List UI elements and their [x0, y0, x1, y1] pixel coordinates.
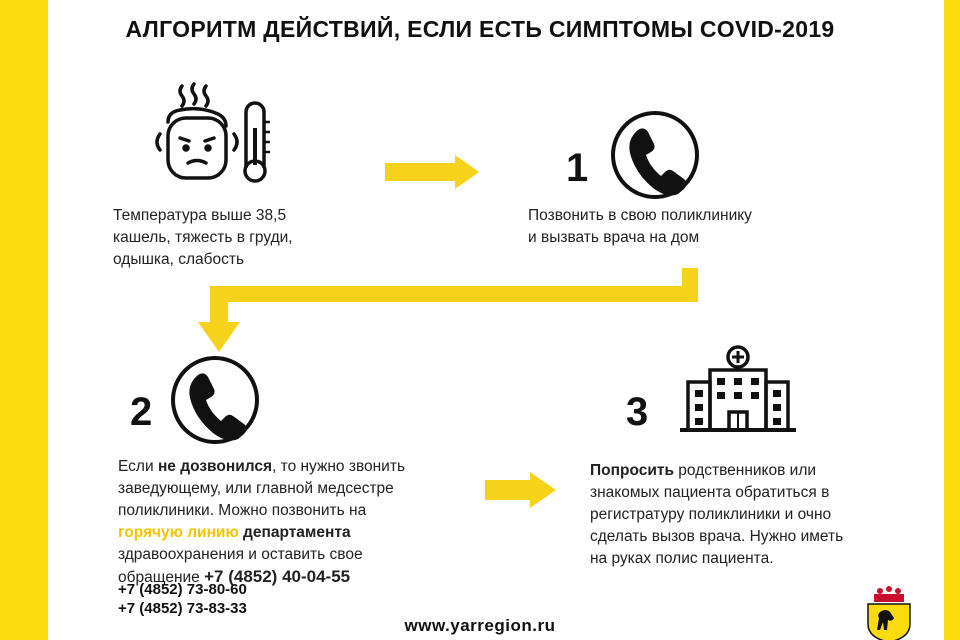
symptoms-line: одышка, слабость: [113, 251, 245, 268]
emphasis-not-reached: не дозвонился: [157, 458, 273, 475]
phone-list: [118, 580, 247, 618]
step-number-3: 3: [626, 390, 649, 434]
thermometer-icon: [245, 103, 270, 181]
symptoms-line: Температура выше 38,5: [113, 207, 287, 224]
hotline-label: горячую линию: [118, 524, 239, 541]
step-number-1: 1: [566, 146, 589, 190]
sick-face-icon: [157, 84, 237, 178]
step3-line: на руках полис пациента.: [590, 550, 774, 567]
arrow-right-1: [385, 155, 479, 189]
step3-line: регистратуру поликлиники и очно: [590, 506, 832, 523]
step2-line: [118, 522, 478, 544]
step-number-2: 2: [130, 390, 153, 434]
step2-line: поликлиники. Можно позвонить на: [118, 502, 367, 519]
symptoms-text: [113, 205, 293, 271]
step2-line: здравоохранения и оставить свое: [118, 546, 363, 563]
step3-text: [590, 460, 843, 570]
department-label: департамента: [243, 524, 351, 541]
phone-number: +7 (4852) 73-80-60: [118, 581, 247, 598]
step3-line: сделать вызов врача. Нужно иметь: [590, 528, 844, 545]
step2-line: Если не дозвонился, то нужно звонить: [118, 458, 406, 475]
step3-line: Попросить родственников или: [590, 462, 817, 479]
step2-text: [118, 456, 478, 589]
emphasis-ask: Попросить: [590, 462, 674, 479]
symptoms-line: кашель, тяжесть в груди,: [113, 229, 293, 246]
arrow-down-connector: [198, 268, 698, 352]
footer-url: www.yarregion.ru: [404, 616, 556, 635]
hotline-phone: +7 (4852) 40-04-55: [204, 567, 351, 586]
phone-number: +7 (4852) 73-83-33: [118, 600, 247, 617]
phone-icon: [173, 358, 257, 442]
step1-text: [528, 205, 752, 249]
page-title: АЛГОРИТМ ДЕЙСТВИЙ, ЕСЛИ ЕСТЬ СИМПТОМЫ COVID-2019: [125, 16, 835, 42]
step2-line: заведующему, или главной медсестре: [118, 480, 394, 497]
step1-line: Позвонить в свою поликлинику: [528, 207, 752, 224]
step2-line: обращение +7 (4852) 40-04-55: [118, 567, 351, 586]
phone-icon: [613, 113, 697, 197]
hospital-icon: [680, 347, 796, 430]
step3-line: знакомых пациента обратиться в: [590, 484, 830, 501]
step1-line: и вызвать врача на дом: [528, 229, 700, 246]
arrow-right-2: [485, 472, 556, 508]
